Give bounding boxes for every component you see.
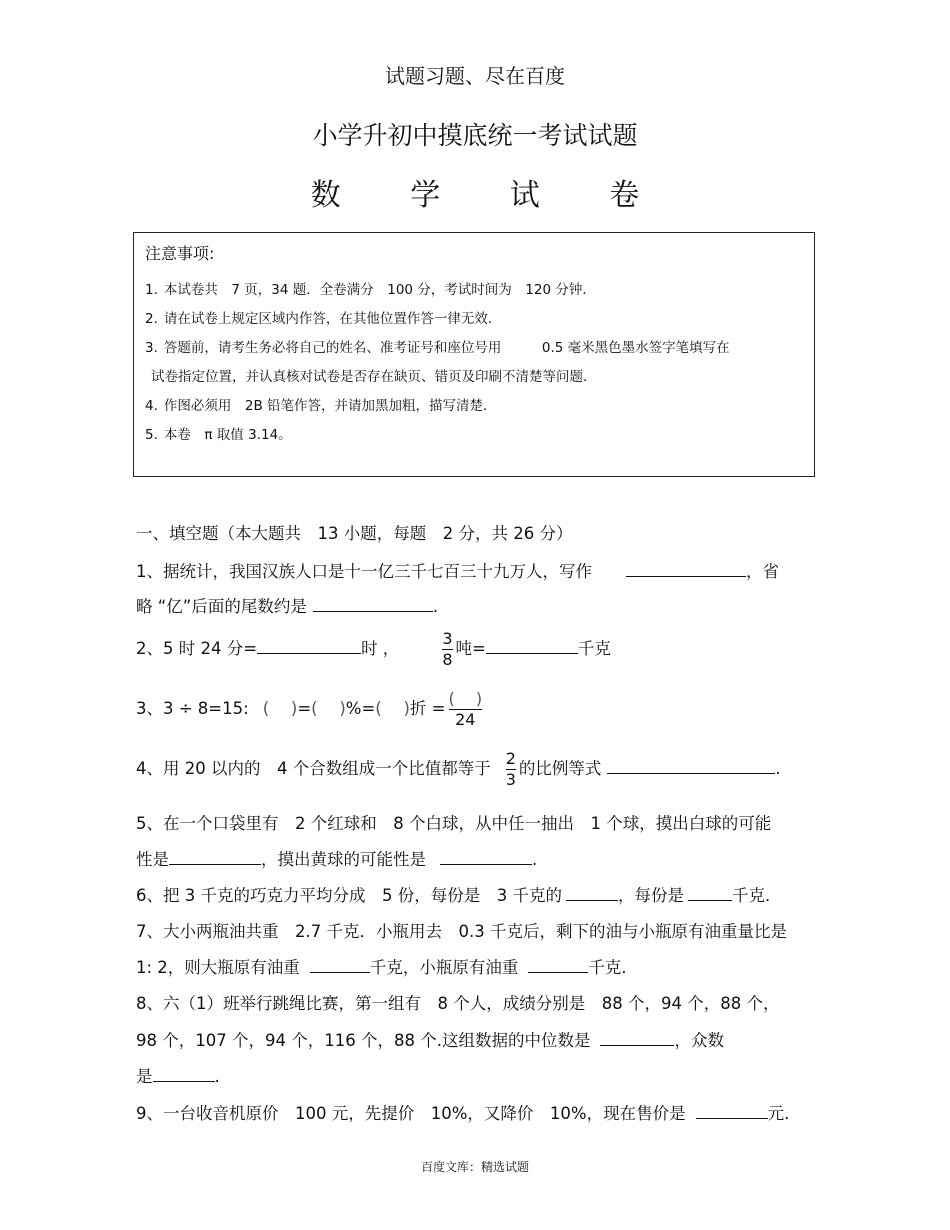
q4-text-3: . <box>775 759 781 778</box>
q3-blank-3[interactable]: ( ) <box>375 699 410 718</box>
question-7-line-1 <box>136 918 787 942</box>
q3-fraction-denominator: 24 <box>455 710 476 729</box>
q4-text-2: 的比例等式 <box>518 759 602 778</box>
q7-text-3: 千克，小瓶原有油重 <box>369 958 519 977</box>
q4-fraction-denominator: 3 <box>505 770 516 789</box>
notice-item-number: 3. <box>145 340 158 356</box>
q7-text: 7、大小两瓶油共重 2.7 千克．小瓶用去 0.3 千克后，剩下的油与小瓶原有油重量比是 <box>136 922 787 941</box>
question-7-line-2 <box>136 954 638 978</box>
q8-blank-1[interactable] <box>600 1029 674 1046</box>
notice-item-number: 4. <box>145 398 158 414</box>
banner: 试题习题、尽在百度 <box>385 64 565 88</box>
q2-blank-2[interactable] <box>486 637 578 654</box>
q3-text-2: = <box>297 699 312 718</box>
notice-item <box>145 305 804 334</box>
question-2 <box>136 630 611 669</box>
q5-blank-2[interactable] <box>440 848 532 865</box>
q9-text: 9、一台收音机原价 100 元，先提价 10%，又降价 10%，现在售价是 <box>136 1104 686 1123</box>
question-8-line-2 <box>136 1027 724 1051</box>
q6-text-3: 千克． <box>731 886 782 905</box>
q4-blank[interactable] <box>607 757 775 774</box>
notice-item-text: 请在试卷上规定区域内作答，在其他位置作答一律无效． <box>163 311 502 327</box>
q4-fraction-numerator: 2 <box>505 749 516 768</box>
q3-text-3: %= <box>345 699 376 718</box>
q9-text-2: 元. <box>767 1104 790 1123</box>
q2-text-2: 时 ， <box>361 639 400 658</box>
q2-text-3: 吨= <box>455 639 486 658</box>
q3-text-4: 折 = <box>409 699 446 718</box>
question-5-line-2 <box>136 846 537 870</box>
q3-blank-2[interactable]: ( ) <box>311 699 346 718</box>
notice-item-number: 5. <box>145 427 158 443</box>
q1-text-2: ，省 <box>746 562 779 581</box>
q5-text-4: . <box>532 850 538 869</box>
notice-heading: 注意事项: <box>145 244 215 263</box>
notice-item-number: 2. <box>145 311 158 327</box>
q3-fraction-numerator[interactable]: ( ) <box>448 689 483 708</box>
q2-fraction <box>442 630 452 669</box>
question-6 <box>136 882 781 906</box>
q8-text: 8、六（1）班举行跳绳比赛，第一组有 8 个人，成绩分别是 88 个，94 个，88 个， <box>136 994 780 1013</box>
notice-item <box>145 363 804 392</box>
question-1-line-1 <box>136 558 779 582</box>
notice-item <box>145 392 804 421</box>
q6-text-2: ，每份是 <box>617 886 684 905</box>
notice-box <box>133 232 815 477</box>
q3-blank-1[interactable]: ( ) <box>262 699 298 718</box>
question-3 <box>136 690 485 729</box>
question-1-line-2 <box>136 593 438 617</box>
q1-text-4: . <box>432 597 439 616</box>
question-9 <box>136 1100 789 1124</box>
q3-fraction <box>449 690 483 729</box>
q1-text: 1、据统计，我国汉族人口是十一亿三千七百三十九万人，写作 <box>136 562 592 581</box>
q7-text-4: 千克． <box>588 958 638 977</box>
q7-blank-1[interactable] <box>310 956 370 973</box>
q8-text-3: ，众数 <box>674 1031 724 1050</box>
section-heading: 一、填空题（本大题共 13 小题，每题 2 分，共 26 分） <box>136 524 573 543</box>
q6-blank-1[interactable] <box>566 884 618 901</box>
page-footer: 百度文库：精选试题 <box>420 1160 529 1174</box>
question-8-line-1 <box>136 990 779 1014</box>
q1-blank-1[interactable] <box>626 560 746 577</box>
q7-text-2: 1: 2，则大瓶原有油重 <box>136 958 300 977</box>
q2-fraction-numerator: 3 <box>442 629 453 648</box>
page-title: 小学升初中摸底统一考试试题 <box>312 121 638 150</box>
q8-text-5: . <box>214 1067 220 1086</box>
question-8-line-3 <box>136 1063 220 1087</box>
question-4 <box>136 750 781 789</box>
notice-item-text: 本卷 π 取值 3.14。 <box>163 427 292 443</box>
q5-text: 5、在一个口袋里有 2 个红球和 8 个白球，从中任一抽出 1 个球，摸出白球的可能 <box>136 814 772 833</box>
question-5-line-1 <box>136 810 771 834</box>
notice-item <box>145 334 804 363</box>
q6-blank-2[interactable] <box>688 884 732 901</box>
q6-text: 6、把 3 千克的巧克力平均分成 5 份，每份是 3 千克的 <box>136 886 562 905</box>
q2-blank-1[interactable] <box>257 637 361 654</box>
q1-text-3: 略 “亿”后面的尾数约是 <box>136 597 307 616</box>
q4-text: 4、用 20 以内的 4 个合数组成一个比值都等于 <box>136 759 491 778</box>
notice-item <box>145 276 804 305</box>
notice-item-text: 本试卷共 7 页，34 题．全卷满分 100 分，考试时间为 120 分钟． <box>163 282 596 298</box>
q2-fraction-denominator: 8 <box>442 650 453 669</box>
q9-blank[interactable] <box>696 1102 768 1119</box>
notice-item-text: 答题前，请考生务必将自己的姓名、准考证号和座位号用 0.5 毫米黑色墨水签字笔填写在 <box>163 340 730 356</box>
q5-text-3: ，摸出黄球的可能性是 <box>261 850 426 869</box>
q1-blank-2[interactable] <box>313 595 433 612</box>
q3-text: 3、3 ÷ 8=15: <box>136 699 249 718</box>
q2-text: 2、5 时 24 分= <box>136 639 258 658</box>
notice-item <box>145 421 804 450</box>
notice-item-number: 1. <box>145 282 158 298</box>
q5-text-2: 性是 <box>136 850 169 869</box>
q7-blank-2[interactable] <box>528 956 588 973</box>
subject-title: 数 学 试 卷 <box>310 178 670 213</box>
notice-item-text: 试卷指定位置，并认真核对试卷是否存在缺页、错页及印刷不清楚等问题． <box>151 369 597 385</box>
q8-blank-2[interactable] <box>153 1065 215 1082</box>
q4-fraction <box>506 750 516 789</box>
q8-text-4: 是 <box>136 1067 153 1086</box>
q8-text-2: 98 个，107 个，94 个，116 个，88 个.这组数据的中位数是 <box>136 1031 591 1050</box>
q5-blank-1[interactable] <box>169 848 261 865</box>
q2-text-4: 千克 <box>577 639 611 658</box>
notice-item-text: 作图必须用 2B 铅笔作答，并请加黑加粗，描写清楚． <box>163 398 497 414</box>
